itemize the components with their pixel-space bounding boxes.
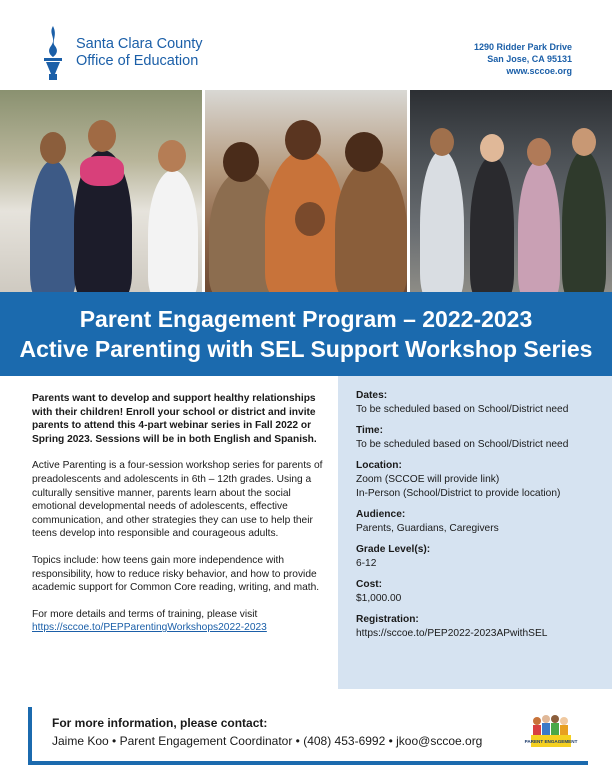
details-text: For more details and terms of training, please visit [32,608,258,620]
dates-label: Dates: [356,390,388,401]
photo-family [205,90,407,292]
contact-footer [28,707,588,765]
logo-text: PARENT ENGAGEMENT [524,739,578,744]
location-label: Location: [356,460,402,471]
org-name: Santa Clara County Office of Education [76,36,203,69]
description-paragraph: Active Parenting is a four-session workshop series for parents of preadolescents and adolescents in 6th – 12th grades. Using a culturally sensitive manner, parents learn about the social emotional developmental needs of adolescents, effective communication, and other strategies they can use to help their teens develop into responsible and courageous adults. [32,460,323,540]
location-field [356,459,598,501]
grade-label: Grade Level(s): [356,544,431,555]
dates-value: To be scheduled based on School/District need [356,404,569,415]
title-banner [0,292,612,376]
audience-value: Parents, Guardians, Caregivers [356,523,499,534]
program-title: Parent Engagement Program – 2022-2023 [79,306,533,332]
time-value: To be scheduled based on School/District need [356,439,569,450]
address-block [474,41,572,77]
grade-value: 6-12 [356,558,377,569]
time-label: Time: [356,425,383,436]
details-link[interactable]: https://sccoe.to/PEPParentingWorkshops2022-2023 [32,622,267,634]
city-state-zip: San Jose, CA 95131 [487,54,572,64]
details-panel [338,376,612,689]
cost-value: $1,000.00 [356,593,402,604]
cost-label: Cost: [356,579,383,590]
website: www.sccoe.org [506,66,572,76]
location-value-in-person: In-Person (School/District to provide location) [356,488,561,499]
audience-field [356,508,598,536]
topics-paragraph: Topics include: how teens gain more independence with responsibility, how to reduce risky behavior, and how to provide academic support for Common Core reading, writing, and math. [32,554,320,594]
torch-icon [38,24,68,82]
registration-link[interactable]: https://sccoe.to/PEP2022-2023APwithSEL [356,628,548,639]
details-paragraph [32,608,330,635]
sccoe-logo [38,24,203,82]
description-column [32,392,330,648]
workshop-title: Active Parenting with SEL Support Workshop Series [19,336,593,362]
cost-field [356,578,598,606]
location-value-zoom: Zoom (SCCOE will provide link) [356,474,500,485]
contact-heading: For more information, please contact: [52,716,268,730]
registration-field [356,613,598,641]
time-field [356,424,598,452]
registration-label: Registration: [356,614,419,625]
contact-details: Jaime Koo • Parent Engagement Coordinator • (408) 453-6992 • jkoo@sccoe.org [52,734,483,748]
grade-field [356,543,598,571]
photo-group [410,90,612,292]
parent-engagement-logo [524,707,578,753]
photo-strip [0,90,612,292]
photo-graduation [0,90,202,292]
intro-paragraph: Parents want to develop and support healthy relationships with their children! Enroll your school or district and invite parents to attend this 4-part webinar series in Fall 2022 or Spring 2023. Sessions will be in both English and Spanish. [32,393,317,445]
street-address: 1290 Ridder Park Drive [473,42,572,52]
dates-field [356,389,598,417]
audience-label: Audience: [356,509,406,520]
